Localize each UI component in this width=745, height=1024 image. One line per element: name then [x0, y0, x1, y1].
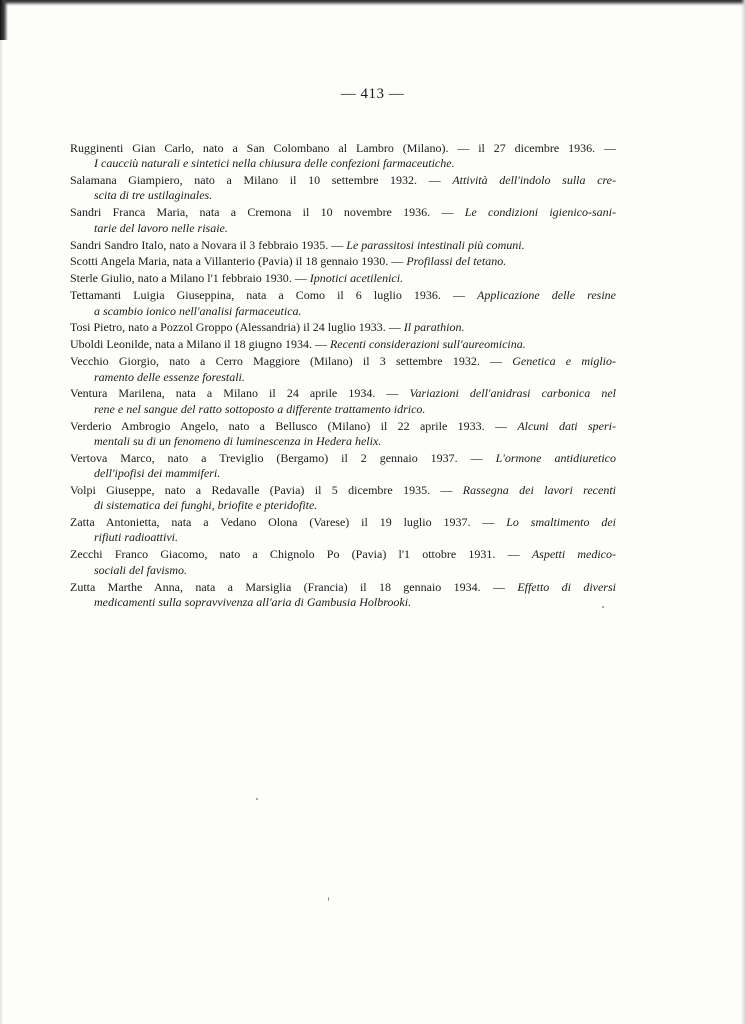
entry-thesis-title: ramento delle essenze forestali.: [94, 369, 245, 384]
entry-line: [70, 173, 616, 188]
entry-line: [70, 271, 616, 286]
entry-thesis-title: tarie del lavoro nelle risaie.: [94, 220, 228, 235]
entry-author-text: Sandri Sandro Italo, nato a Novara il 3 febbraio 1935. —: [70, 237, 347, 252]
entry-author-text: Zatta Antonietta, nata a Vedano Olona (Varese) il 19 luglio 1937. —: [70, 515, 507, 530]
entry-line: [70, 141, 616, 156]
entry-author-text: Scotti Angela Maria, nata a Villanterio (Pavia) il 18 gennaio 1930. —: [70, 254, 407, 269]
entry-author-text: Volpi Giuseppe, nato a Redavalle (Pavia) il 5 dicembre 1935. —: [70, 482, 463, 497]
list-item: [70, 580, 616, 611]
entry-thesis-title: dell'ipofisi dei mammiferi.: [94, 466, 221, 481]
entry-line: [70, 483, 616, 498]
entry-thesis-title: Lo smaltimento dei: [506, 515, 617, 530]
list-item: [70, 483, 616, 514]
scan-speck: [256, 798, 258, 800]
list-item: [70, 515, 616, 546]
list-item: [70, 320, 616, 335]
entry-thesis-title: Alcuni dati speri-: [517, 418, 616, 433]
entry-line: [70, 547, 616, 562]
entry-author-text: Sandri Franca Maria, nata a Cremona il 10 novembre 1936. —: [70, 205, 465, 220]
entry-author-text: Tettamanti Luigia Giuseppina, nata a Como il 6 luglio 1936. —: [70, 288, 478, 303]
entry-thesis-title: a scambio ionico nell'analisi farmaceutica.: [94, 303, 302, 318]
entry-line: [70, 205, 616, 220]
entry-line: [70, 419, 616, 434]
entry-thesis-title: Variazioni dell'anidrasi carbonica nel: [409, 386, 616, 401]
list-item: [70, 451, 616, 482]
entry-thesis-title: medicamenti sulla sopravvivenza all'aria di Gambusia Holbrooki.: [94, 594, 412, 609]
list-item: [70, 271, 616, 286]
entry-line: [70, 354, 616, 369]
list-item: [70, 419, 616, 450]
entry-line: [70, 337, 616, 352]
list-item: [70, 354, 616, 385]
entry-line: [70, 238, 616, 253]
entry-line: [70, 515, 616, 530]
entry-continuation-line: [70, 563, 616, 578]
entry-continuation-line: [70, 466, 616, 481]
entry-author-text: Uboldi Leonilde, nata a Milano il 18 giugno 1934. —: [70, 337, 330, 352]
entry-author-text: Salamana Giampiero, nato a Milano il 10 settembre 1932. —: [70, 173, 453, 188]
entry-author-text: Tosi Pietro, nato a Pozzol Groppo (Alessandria) il 24 luglio 1933. —: [70, 320, 404, 335]
entry-line: [70, 580, 616, 595]
entry-continuation-line: [70, 530, 616, 545]
entry-thesis-title: scita di tre ustilaginales.: [94, 188, 213, 203]
entry-thesis-title: Rassegna dei lavori recenti: [462, 482, 616, 497]
entry-thesis-title: Profilassi del tetano.: [406, 254, 507, 269]
list-item: [70, 238, 616, 253]
entry-thesis-title: Ipnotici acetilenici.: [309, 271, 404, 286]
entry-thesis-title: mentali su di un fenomeno di luminescenza in Hedera helix.: [94, 433, 382, 448]
entry-continuation-line: [70, 402, 616, 417]
entry-continuation-line: [70, 221, 616, 236]
entry-thesis-title: rene e nel sangue del ratto sottoposto a differente trattamento idrico.: [94, 401, 426, 416]
entry-continuation-line: [70, 188, 616, 203]
entry-line: [70, 451, 616, 466]
entry-continuation-line: [70, 434, 616, 449]
entry-author-text: Sterle Giulio, nato a Milano l'1 febbraio 1930. —: [70, 271, 310, 286]
entry-author-text: Zutta Marthe Anna, nata a Marsiglia (Francia) il 18 gennaio 1934. —: [70, 579, 518, 594]
entry-thesis-title: Aspetti medico-: [531, 547, 617, 562]
scan-corner-mark: [0, 0, 8, 40]
entry-line: [70, 386, 616, 401]
entry-line: [70, 254, 616, 269]
entry-thesis-title: Applicazione delle resine: [477, 288, 616, 303]
entry-author-text: Vertova Marco, nato a Treviglio (Bergamo) il 2 gennaio 1937. —: [70, 450, 496, 465]
entry-author-text: Zecchi Franco Giacomo, nato a Chignolo Po (Pavia) l'1 ottobre 1931. —: [70, 547, 532, 562]
entry-author-text: Ventura Marilena, nata a Milano il 24 aprile 1934. —: [70, 386, 410, 401]
entry-thesis-title: I caucciù naturali e sintetici nella chiusura delle confezioni farmaceutiche.: [94, 156, 455, 171]
entry-thesis-title: Le condizioni igienico-sani-: [464, 205, 616, 220]
list-item: [70, 547, 616, 578]
entry-thesis-title: rifiuti radioattivi.: [94, 530, 179, 545]
entry-continuation-line: [70, 595, 616, 610]
entry-thesis-title: di sistematica dei funghi, briofite e pteridofite.: [94, 498, 318, 513]
page-number: — 413 —: [340, 86, 405, 102]
entry-thesis-title: Recenti considerazioni sull'aureomicina.: [329, 337, 526, 352]
entry-thesis-title: Attività dell'indolo sulla cre-: [452, 173, 616, 188]
list-item: [70, 141, 616, 172]
scan-left-edge: [0, 40, 3, 1024]
scan-right-edge: [741, 0, 745, 1024]
list-item: [70, 205, 616, 236]
list-item: [70, 288, 616, 319]
entry-continuation-line: [70, 304, 616, 319]
scan-speck: [602, 606, 604, 608]
list-item: [70, 386, 616, 417]
entry-thesis-title: Il parathion.: [403, 320, 465, 335]
scan-top-edge: [0, 0, 745, 6]
entry-continuation-line: [70, 498, 616, 513]
list-item: [70, 337, 616, 352]
entry-line: [70, 320, 616, 335]
entry-thesis-title: Effetto di diversi: [517, 579, 616, 594]
entry-author-text: Verderio Ambrogio Angelo, nato a Bellusco (Milano) il 22 aprile 1933. —: [70, 418, 518, 433]
entry-author-text: Rugginenti Gian Carlo, nato a San Colombano al Lambro (Milano). — il 27 dicembre 1936. —: [70, 141, 616, 155]
entry-thesis-title: Le parassitosi intestinali più comuni.: [346, 237, 525, 252]
entry-continuation-line: [70, 156, 616, 171]
entry-thesis-title: L'ormone antidiuretico: [495, 450, 616, 465]
entry-continuation-line: [70, 370, 616, 385]
entry-line: [70, 288, 616, 303]
entry-thesis-title: Genetica e miglio-: [512, 354, 616, 369]
entry-list: [70, 141, 616, 612]
entry-author-text: Vecchio Giorgio, nato a Cerro Maggiore (Milano) il 3 settembre 1932. —: [70, 354, 513, 369]
scan-speck: [328, 897, 329, 901]
list-item: [70, 254, 616, 269]
entry-thesis-title: sociali del favismo.: [94, 562, 187, 577]
list-item: [70, 173, 616, 204]
